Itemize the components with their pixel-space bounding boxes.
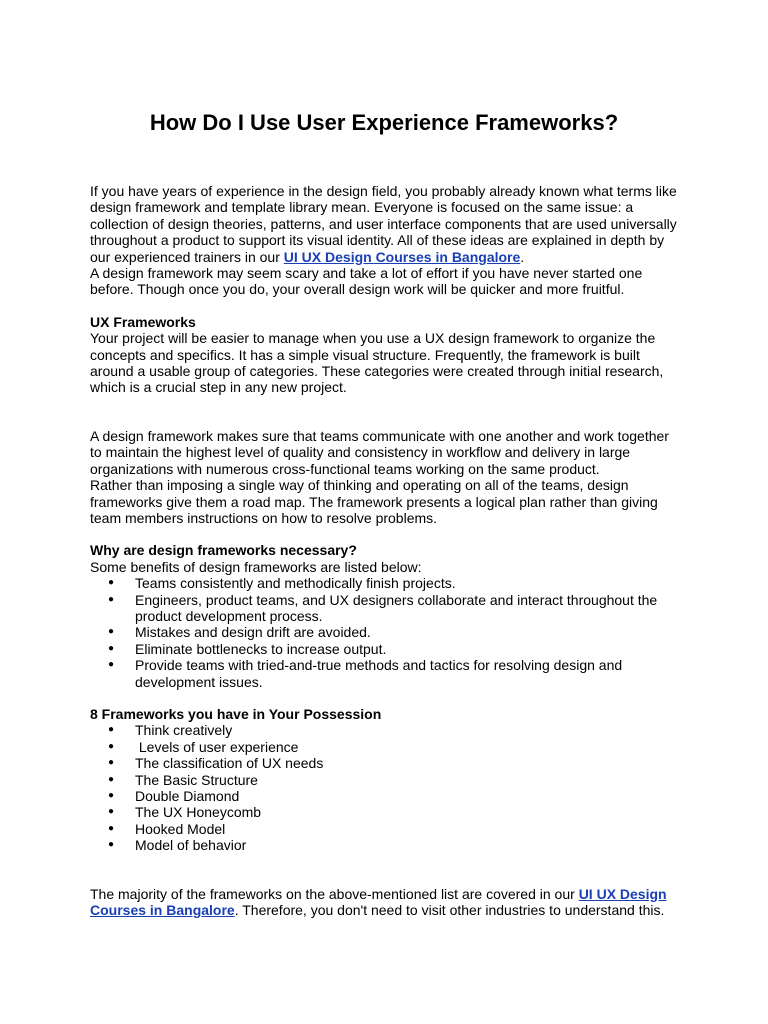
list-item: ● Eliminate bottlenecks to increase output.	[108, 640, 387, 657]
bullet-icon: ●	[108, 839, 115, 851]
list-item: ● Levels of user experience	[108, 738, 299, 755]
bullet-icon: ●	[108, 806, 115, 818]
bullet-icon: ●	[108, 757, 115, 769]
why-intro: Some benefits of design frameworks are listed below:	[90, 558, 422, 575]
list-item: ● Model of behavior	[108, 837, 247, 854]
courses-link-bottom[interactable]: UI UX Design Courses in Bangalore	[90, 885, 667, 919]
bullet-icon: ●	[108, 593, 115, 605]
intro-period: .	[520, 248, 525, 265]
courses-link-top[interactable]: UI UX Design Courses in Bangalore	[283, 248, 521, 265]
list-item: ● The Basic Structure	[108, 771, 258, 788]
list-item: ● The UX Honeycomb	[108, 804, 262, 821]
ux-frameworks-paragraph-3: Rather than imposing a single way of thinking and operating on all of the teams, design frameworks give them a road map. The framework presents a logical plan rather than giving team members instructions on how to resolve problems.	[90, 477, 658, 526]
bullet-icon: ●	[108, 659, 115, 671]
bullet-icon: ●	[108, 773, 115, 785]
closing-paragraph: The majority of the frameworks on the above-mentioned list are covered in our UI UX Design Courses in Bangalore. Therefore, you don't need to visit other industries to understand this.	[90, 885, 667, 919]
ux-frameworks-paragraph-2: A design framework makes sure that teams communicate with one another and work together to maintain the highest level of quality and consistency in workflow and delivery in large organizations with numerous cross-functional teams working on the same product.	[90, 427, 669, 477]
list-item: ● Provide teams with tried-and-true methods and tactics for resolving design and development issues.	[108, 657, 623, 690]
bullet-icon: ●	[108, 790, 115, 801]
list-item: ● Engineers, product teams, and UX designers collaborate and interact throughout the product development process.	[108, 591, 658, 624]
list-item: ● Double Diamond	[108, 788, 240, 804]
list-item: ● The classification of UX needs	[108, 755, 324, 772]
document-body	[90, 183, 678, 918]
intro-paragraph-2: A design framework may seem scary and take a lot of effort if you have never started one before. Though once you do, your overall design work will be quicker and more fruitful.	[90, 265, 643, 298]
benefits-list	[90, 575, 678, 690]
list-item: ● Think creatively	[108, 722, 233, 739]
bullet-icon: ●	[108, 626, 115, 638]
list-item: ● Mistakes and design drift are avoided.	[108, 624, 371, 641]
bullet-icon: ●	[108, 642, 115, 654]
page-title: How Do I Use User Experience Frameworks?	[149, 110, 619, 135]
intro-paragraph-1	[90, 183, 678, 265]
list-item: ● Hooked Model	[108, 820, 226, 837]
bullet-icon: ●	[108, 577, 115, 589]
ux-frameworks-paragraph-1: Your project will be easier to manage when you use a UX design framework to organize the concepts and specifics. It has a simple visual structure. Frequently, the framework is built around a usable group of categories. These categories were created through initial research, which is a crucial step in any new project.	[90, 330, 664, 396]
ux-frameworks-heading: UX Frameworks	[90, 313, 196, 330]
frameworks-list-heading: 8 Frameworks you have in Your Possession	[90, 705, 382, 722]
why-heading: Why are design frameworks necessary?	[90, 542, 357, 559]
bullet-icon: ●	[108, 724, 115, 736]
bullet-icon: ●	[108, 822, 115, 834]
bullet-icon: ●	[108, 740, 115, 752]
list-item: ● Teams consistently and methodically finish projects.	[108, 575, 456, 592]
intro-text: If you have years of experience in the design field, you probably already known what terms like design framework and template library mean. Everyone is focused on the same issue: a collection of design theories, patterns, and user interface components that are used universally throughout a product to support its visual identity. All of these ideas are explained in depth by our experienced trainers in our	[90, 183, 677, 265]
frameworks-list	[90, 722, 678, 853]
